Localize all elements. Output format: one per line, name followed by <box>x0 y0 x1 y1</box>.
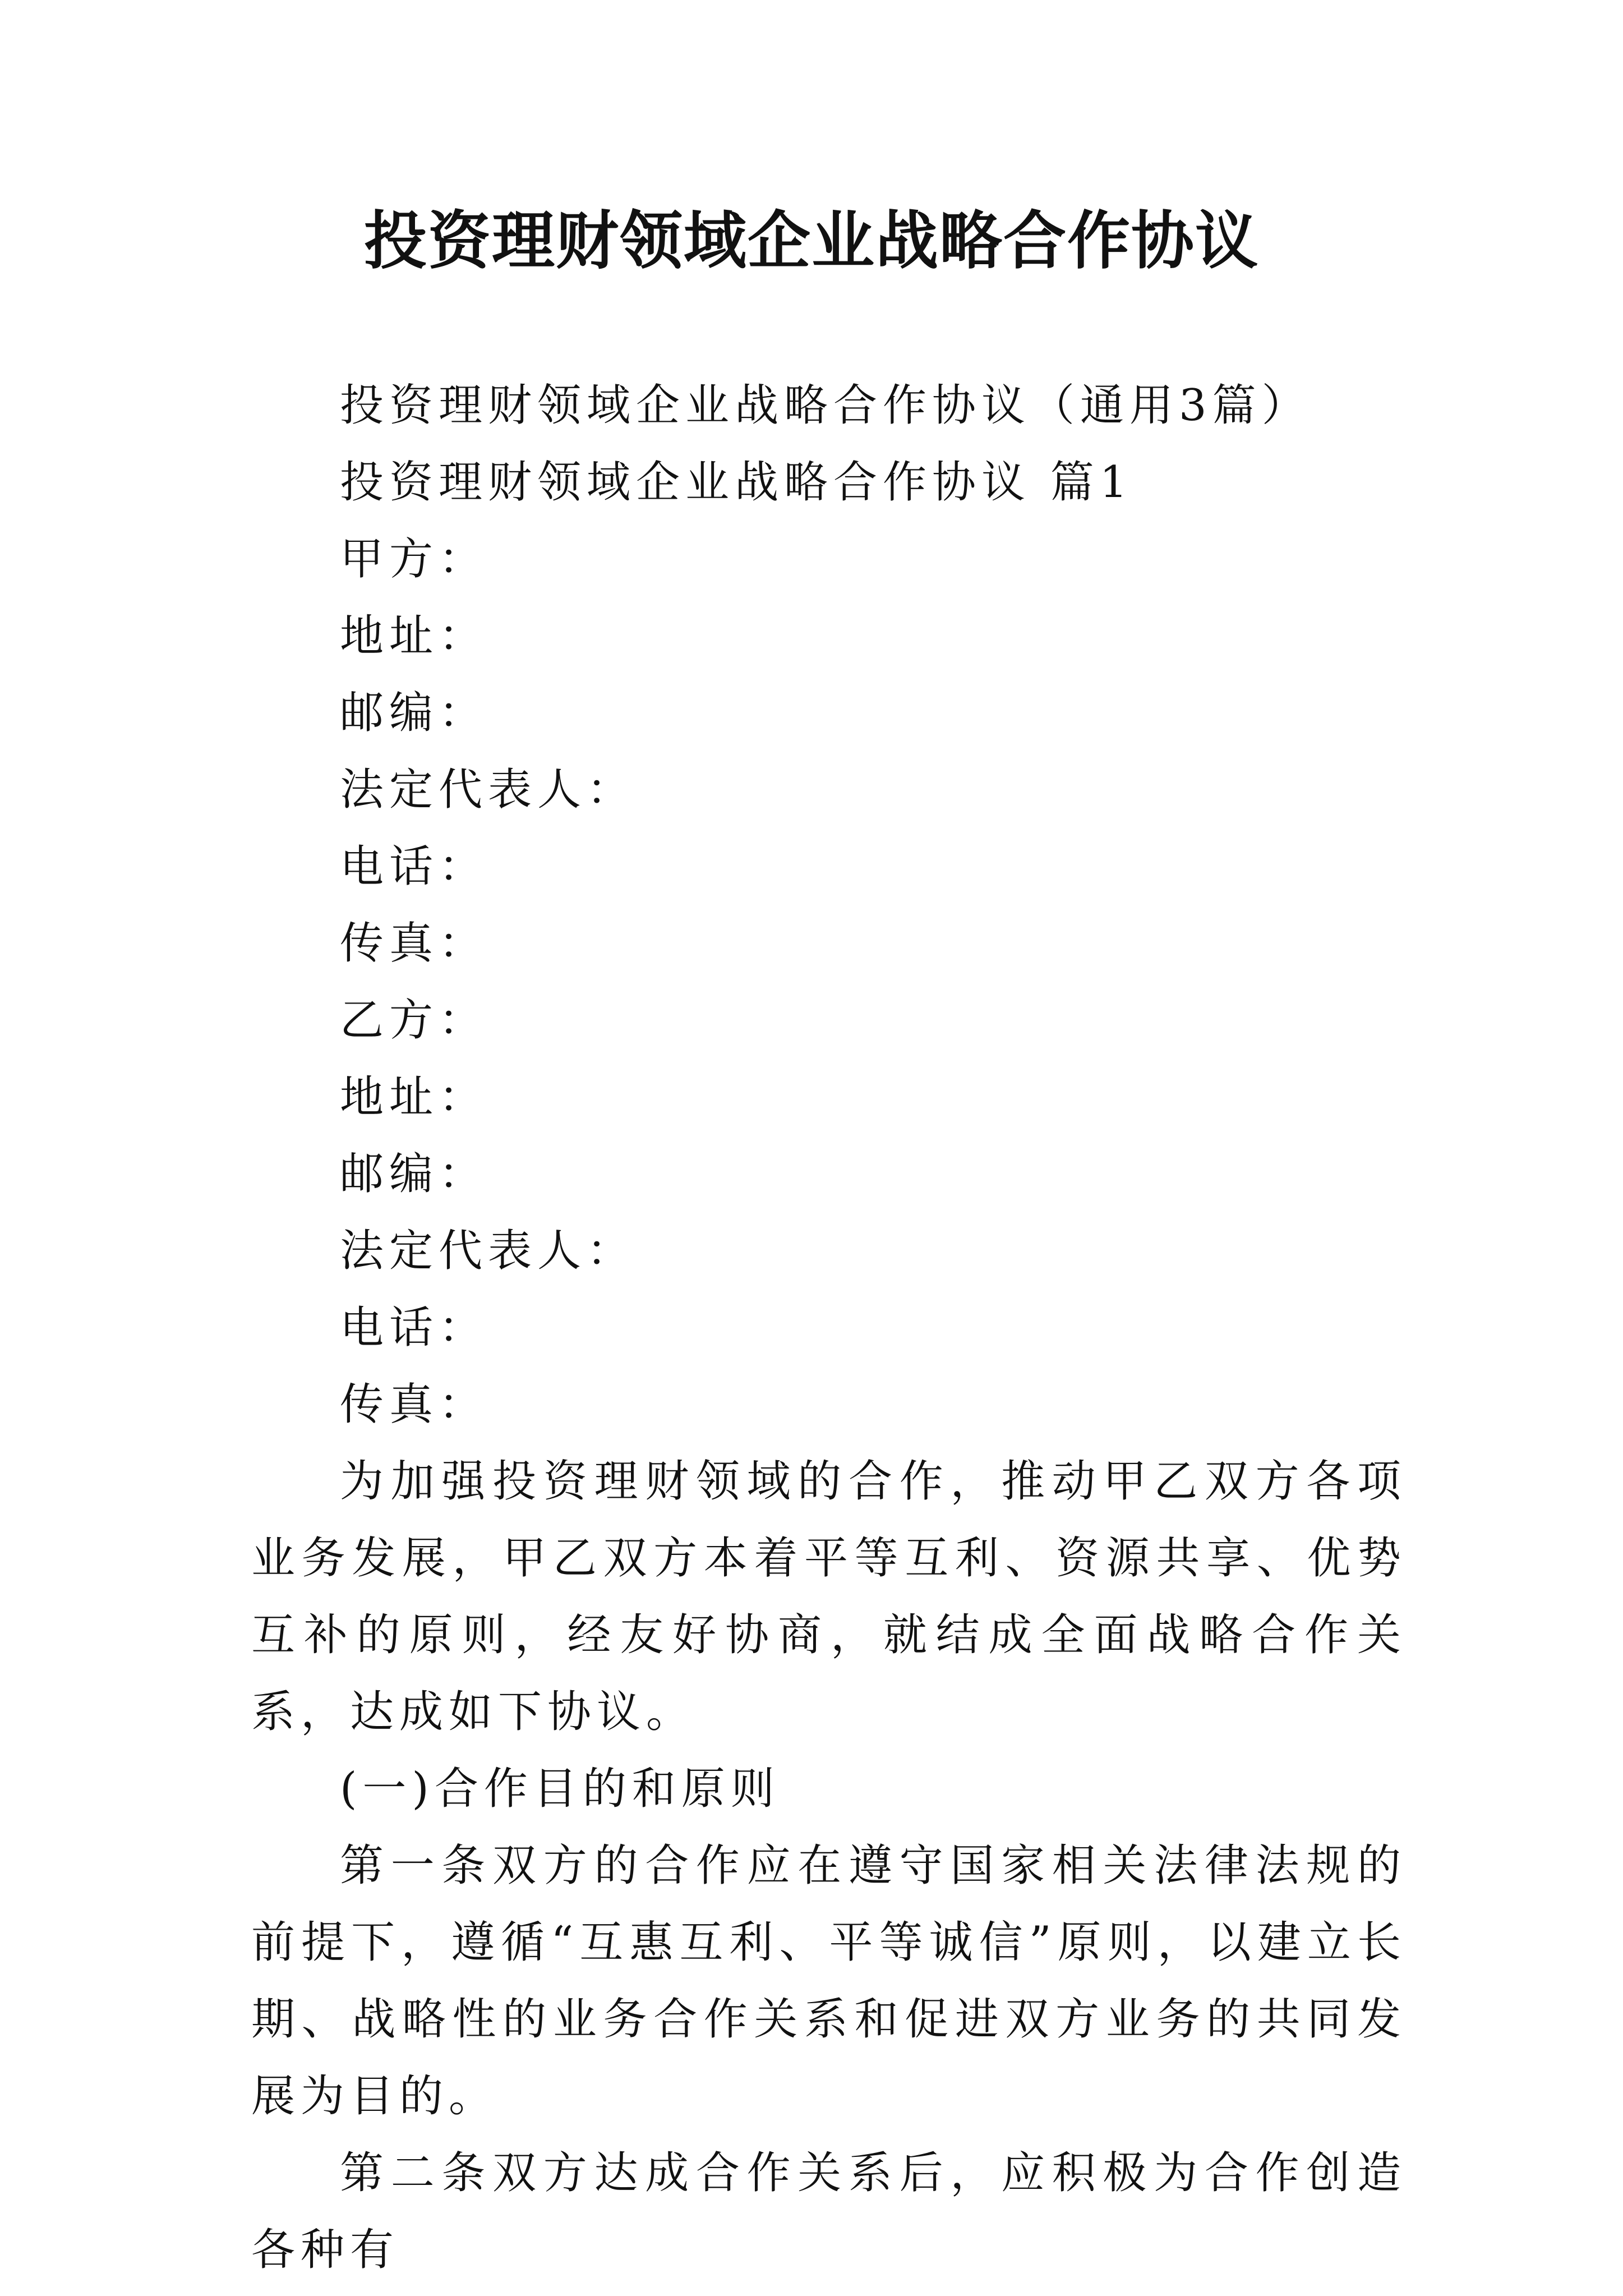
party-a-fax: 传真： <box>340 918 488 969</box>
party-a-phone: 电话： <box>340 841 488 892</box>
chapter-heading: 投资理财领域企业战略合作协议 篇1 <box>340 457 1133 508</box>
party-a-label: 甲方： <box>340 534 488 585</box>
party-b-postcode: 邮编： <box>340 1149 488 1199</box>
party-b-legal-rep: 法定代表人： <box>340 1226 637 1276</box>
article-1-paragraph: 第一条双方的合作应在遵守国家相关法律法规的前提下，遵循“互惠互利、平等诚信”原则，以建立长期、战略性的业务合作关系和促进双方业务的共同发展为目的。 <box>251 1841 1407 2122</box>
article-2-paragraph: 第二条双方达成合作关系后，应积极为合作创造各种有 <box>251 2148 1407 2275</box>
party-b-fax: 传真： <box>340 1379 488 1430</box>
document-subtitle: 投资理财领域企业战略合作协议（通用3篇） <box>340 380 1311 431</box>
party-b-address: 地址： <box>340 1072 488 1122</box>
document-body <box>251 367 1407 2289</box>
party-b-phone: 电话： <box>340 1303 488 1353</box>
party-b-label: 乙方： <box>340 995 488 1046</box>
section-heading: (一)合作目的和原则 <box>340 1764 780 1814</box>
party-a-address: 地址： <box>340 611 488 661</box>
document-title: 投资理财领域企业战略合作协议 <box>364 204 1259 278</box>
party-a-legal-rep: 法定代表人： <box>340 765 637 815</box>
party-a-postcode: 邮编： <box>340 688 488 738</box>
intro-paragraph: 为加强投资理财领域的合作，推动甲乙双方各项业务发展，甲乙双方本着平等互利、资源共享、优势互补的原则，经友好协商，就结成全面战略合作关系，达成如下协议。 <box>251 1456 1407 1737</box>
